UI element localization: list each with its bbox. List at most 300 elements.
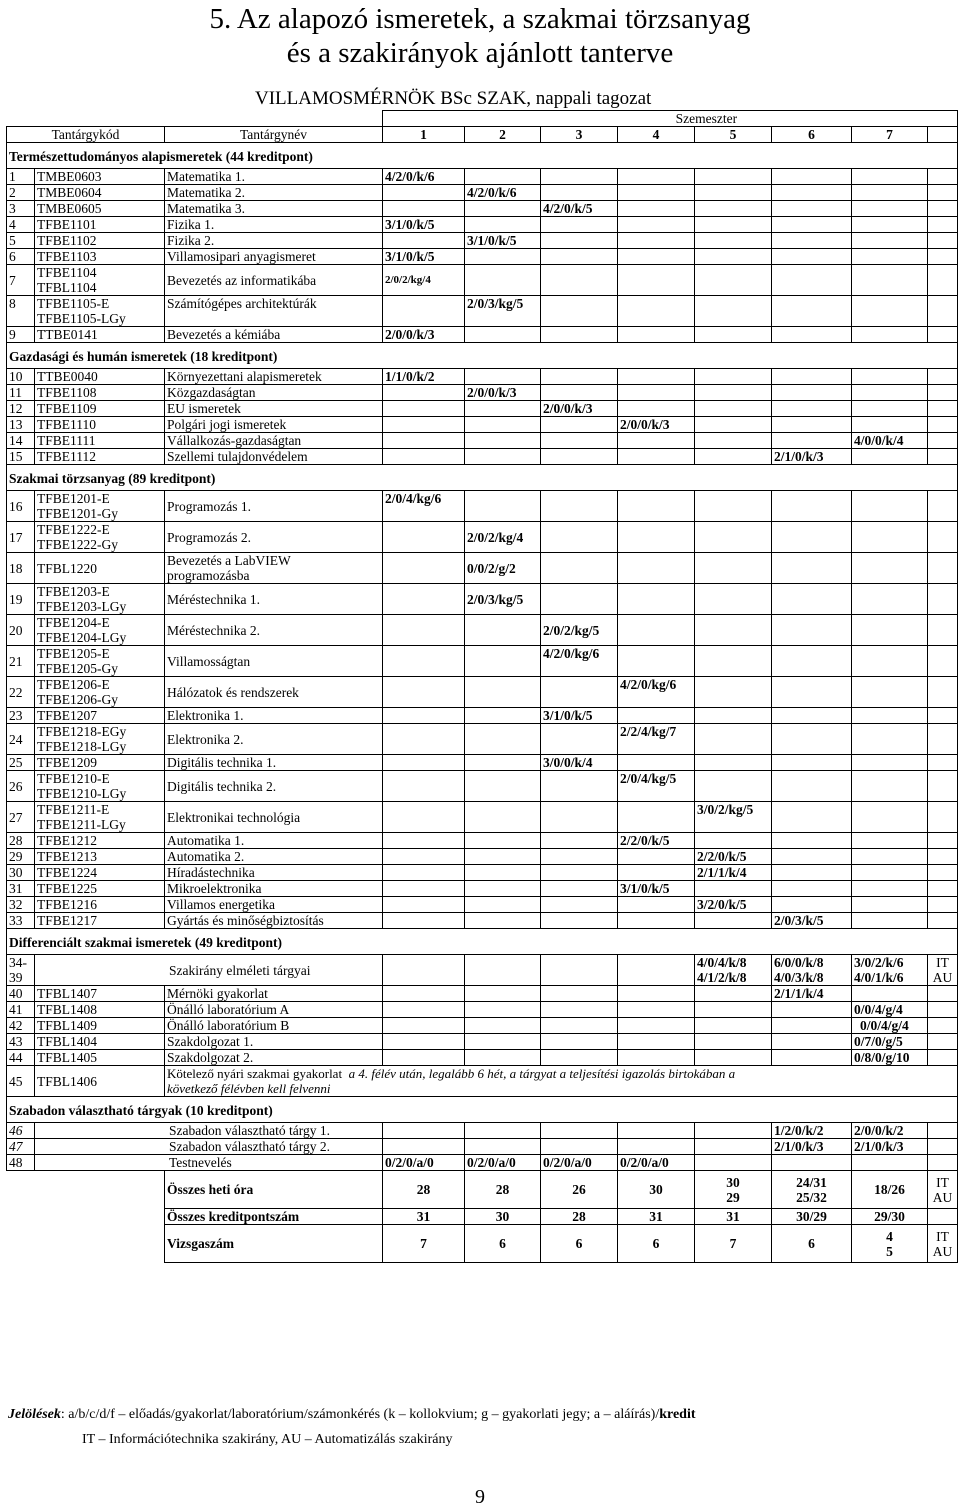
col-s1: 1 (383, 127, 465, 143)
table-cell (695, 1123, 772, 1139)
table-cell: 2/1/0/k/3 (772, 449, 852, 465)
cell-text: TFBE1210-E (37, 771, 110, 786)
table-cell (465, 755, 541, 771)
table-cell (465, 249, 541, 265)
totals-exams-row (7, 1225, 958, 1263)
table-row (7, 327, 958, 343)
table-row (7, 986, 958, 1002)
table-cell (618, 265, 695, 296)
table-cell (383, 802, 465, 833)
table-row (7, 249, 958, 265)
table-cell (695, 708, 772, 724)
table-cell: Szabadon választható tárgyak (10 kreditpont) (7, 1097, 958, 1123)
table-cell (35, 771, 165, 802)
table-cell: TFBE1112 (35, 449, 165, 465)
section-header (7, 143, 958, 169)
table-cell (35, 1209, 165, 1225)
table-cell (618, 584, 695, 615)
table-cell: 0/2/0/a/0 (618, 1155, 695, 1171)
table-cell: Szabadon választható tárgy 1. (35, 1123, 383, 1139)
table-cell (772, 385, 852, 401)
table-cell (928, 865, 958, 881)
table-cell: Környezettani alapismeretek (165, 369, 383, 385)
table-cell: 47 (7, 1139, 35, 1155)
page-number: 9 (475, 1486, 485, 1508)
table-cell: 48 (7, 1155, 35, 1171)
table-cell (618, 646, 695, 677)
table-cell (383, 913, 465, 929)
table-cell (618, 169, 695, 185)
table-row (7, 296, 958, 327)
table-cell (928, 1225, 958, 1263)
cell-text: IT (936, 1174, 949, 1190)
table-cell (383, 233, 465, 249)
table-cell (928, 615, 958, 646)
table-cell (541, 1139, 618, 1155)
table-cell: Önálló laboratórium B (165, 1018, 383, 1034)
table-cell: TFBE1108 (35, 385, 165, 401)
table-cell (541, 1002, 618, 1018)
table-cell (383, 1002, 465, 1018)
table-cell: 7 (383, 1225, 465, 1263)
table-cell: 2/1/0/k/3 (772, 1139, 852, 1155)
table-cell: Mérnöki gyakorlat (165, 986, 383, 1002)
table-cell (618, 327, 695, 343)
totals-hours-row (7, 1171, 958, 1209)
table-cell: 19 (7, 584, 35, 615)
table-cell: 2/0/3/kg/5 (465, 584, 541, 615)
table-cell (383, 955, 465, 986)
table-cell: 0/2/0/a/0 (541, 1155, 618, 1171)
table-cell (928, 327, 958, 343)
table-cell: Automatika 1. (165, 833, 383, 849)
table-cell: 2/2/4/kg/7 (618, 724, 695, 755)
table-cell: 28 (465, 1171, 541, 1209)
table-cell (541, 185, 618, 201)
table-cell: Digitális technika 1. (165, 755, 383, 771)
table-cell (383, 646, 465, 677)
table-cell (928, 955, 958, 986)
table-cell (618, 1034, 695, 1050)
table-cell (383, 881, 465, 897)
table-cell: 13 (7, 417, 35, 433)
legend: Jelölések: a/b/c/d/f – előadás/gyakorlat/laboratórium/számonkérés (k – kollokvium; g – gyakorlati jegy; a – aláírás)/kredit (8, 1407, 696, 1422)
table-row (7, 491, 958, 522)
table-cell (35, 724, 165, 755)
table-cell (541, 169, 618, 185)
table-cell (928, 233, 958, 249)
cell-text: 34- (9, 955, 27, 970)
table-cell: 3/1/0/k/5 (618, 881, 695, 897)
table-cell (695, 169, 772, 185)
table-cell (541, 897, 618, 913)
table-cell: Természettudományos alapismeretek (44 kreditpont) (7, 143, 958, 169)
table-cell: TFBE1102 (35, 233, 165, 249)
table-cell (852, 201, 928, 217)
table-row (7, 913, 958, 929)
table-cell: 28 (383, 1171, 465, 1209)
table-row (7, 369, 958, 385)
table-cell (852, 724, 928, 755)
table-cell (852, 233, 928, 249)
table-cell: 2/2/0/k/5 (618, 833, 695, 849)
cell-text: 30 (726, 1174, 740, 1190)
table-row (7, 865, 958, 881)
table-cell: 32 (7, 897, 35, 913)
col-name: Tantárgynév (165, 127, 383, 143)
table-cell (772, 1155, 852, 1171)
table-cell (772, 865, 852, 881)
cell-text: AU (932, 970, 953, 985)
table-cell (465, 646, 541, 677)
table-cell: TFBE1103 (35, 249, 165, 265)
table-cell: 2/2/0/k/5 (695, 849, 772, 865)
cell-text: TFBE1218-LGy (37, 739, 127, 754)
table-cell (541, 1018, 618, 1034)
table-cell: 14 (7, 433, 35, 449)
table-cell: Elektronikai technológia (165, 802, 383, 833)
table-cell (541, 449, 618, 465)
col-s4: 4 (618, 127, 695, 143)
table-cell: 25 (7, 755, 35, 771)
table-cell: TFBE1225 (35, 881, 165, 897)
table-cell (7, 955, 35, 986)
table-cell: TFBL1408 (35, 1002, 165, 1018)
table-row (7, 449, 958, 465)
table-cell (695, 296, 772, 327)
table-cell: 31 (695, 1209, 772, 1225)
table-cell (465, 1018, 541, 1034)
table-cell (465, 169, 541, 185)
table-cell (928, 755, 958, 771)
table-cell: 7 (695, 1225, 772, 1263)
table-cell (852, 865, 928, 881)
table-cell (383, 185, 465, 201)
table-cell (541, 986, 618, 1002)
table-cell (465, 865, 541, 881)
table-cell (383, 296, 465, 327)
table-cell (465, 771, 541, 802)
table-cell: TFBE1212 (35, 833, 165, 849)
table-cell (35, 1225, 165, 1263)
table-cell (618, 1050, 695, 1066)
column-header-row (7, 127, 958, 143)
table-cell: Programozás 2. (165, 522, 383, 553)
cell-text: 4/0/1/k/6 (854, 970, 904, 985)
table-row (7, 265, 958, 296)
table-cell: 2 (7, 185, 35, 201)
table-cell (695, 433, 772, 449)
table-cell (465, 1002, 541, 1018)
table-cell: 0/2/0/a/0 (383, 1155, 465, 1171)
table-cell: 45 (7, 1066, 35, 1097)
cell-text: TFBE1203-E (37, 584, 110, 599)
table-cell (772, 249, 852, 265)
table-cell: Fizika 1. (165, 217, 383, 233)
table-cell: 29/30 (852, 1209, 928, 1225)
table-cell (465, 881, 541, 897)
table-cell (928, 833, 958, 849)
table-row (7, 522, 958, 553)
table-cell (928, 491, 958, 522)
table-cell (695, 1171, 772, 1209)
table-cell: TFBL1407 (35, 986, 165, 1002)
table-cell: Villamosipari anyagismeret (165, 249, 383, 265)
table-cell (541, 724, 618, 755)
table-cell: 15 (7, 449, 35, 465)
table-cell: TFBE1207 (35, 708, 165, 724)
col-s2: 2 (465, 127, 541, 143)
table-cell (541, 1123, 618, 1139)
table-row (7, 217, 958, 233)
table-cell (383, 755, 465, 771)
table-cell (541, 491, 618, 522)
table-row (7, 385, 958, 401)
table-cell (928, 584, 958, 615)
table-cell (772, 1018, 852, 1034)
table-cell (772, 327, 852, 343)
table-row (7, 433, 958, 449)
section-header (7, 343, 958, 369)
table-cell (695, 1050, 772, 1066)
table-cell (618, 201, 695, 217)
table-cell (928, 1123, 958, 1139)
table-cell (541, 369, 618, 385)
table-cell: 30 (465, 1209, 541, 1225)
cell-text: 39 (9, 970, 23, 985)
table-cell: 17 (7, 522, 35, 553)
table-cell (695, 955, 772, 986)
table-cell (928, 677, 958, 708)
table-cell (772, 1050, 852, 1066)
table-cell: TFBE1217 (35, 913, 165, 929)
table-row (7, 771, 958, 802)
table-cell: 0/2/0/a/0 (465, 1155, 541, 1171)
table-cell (618, 433, 695, 449)
table-cell: Méréstechnika 2. (165, 615, 383, 646)
table-cell (541, 249, 618, 265)
table-cell (772, 708, 852, 724)
table-cell (541, 417, 618, 433)
col-s5: 5 (695, 127, 772, 143)
table-cell (35, 522, 165, 553)
table-cell (7, 1225, 35, 1263)
cell-text: IT (936, 955, 949, 970)
table-cell (465, 201, 541, 217)
table-cell (383, 584, 465, 615)
table-cell (618, 449, 695, 465)
table-cell (7, 1171, 35, 1209)
col-s7: 7 (852, 127, 928, 143)
table-cell (772, 265, 852, 296)
table-cell: TFBL1409 (35, 1018, 165, 1034)
cell-text: TFBE1201-Gy (37, 506, 118, 521)
table-cell (618, 491, 695, 522)
table-cell (541, 553, 618, 584)
table-cell (852, 401, 928, 417)
table-cell (695, 1139, 772, 1155)
table-cell: TFBE1110 (35, 417, 165, 433)
table-cell (928, 553, 958, 584)
table-cell (541, 433, 618, 449)
table-cell (383, 615, 465, 646)
table-cell: Bevezetés az informatikába (165, 265, 383, 296)
table-cell: 43 (7, 1034, 35, 1050)
table-cell (541, 677, 618, 708)
table-cell: 3/0/2/kg/5 (695, 802, 772, 833)
table-cell (852, 913, 928, 929)
cell-text: TFBE1204-E (37, 615, 110, 630)
cell-text: TFBE1218-EGy (37, 724, 127, 739)
table-row (7, 401, 958, 417)
table-cell (695, 913, 772, 929)
table-cell (772, 433, 852, 449)
table-cell (383, 865, 465, 881)
table-cell: Számítógépes architektúrák (165, 296, 383, 327)
table-cell (772, 185, 852, 201)
cell-text: TFBE1105-E (37, 296, 110, 311)
table-cell (928, 369, 958, 385)
table-cell (695, 265, 772, 296)
table-cell (852, 249, 928, 265)
table-cell: Testnevelés (35, 1155, 383, 1171)
table-cell: Gazdasági és humán ismeretek (18 kreditpont) (7, 343, 958, 369)
table-cell (618, 897, 695, 913)
table-cell: 18 (7, 553, 35, 584)
table-cell: Mikroelektronika (165, 881, 383, 897)
table-cell (383, 201, 465, 217)
table-cell: 2/1/1/k/4 (772, 986, 852, 1002)
table-cell (465, 217, 541, 233)
table-cell: TFBL1405 (35, 1050, 165, 1066)
table-cell (541, 1050, 618, 1066)
table-cell (465, 897, 541, 913)
table-cell (695, 185, 772, 201)
table-cell (772, 233, 852, 249)
table-cell (465, 986, 541, 1002)
table-cell: TFBL1406 (35, 1066, 165, 1097)
table-cell: 0/8/0/g/10 (852, 1050, 882, 1066)
table-cell: Differenciált szakmai ismeretek (49 kreditpont) (7, 929, 958, 955)
table-cell: 3/1/0/k/5 (465, 233, 541, 249)
cell-text: Kötelező nyári szakmai gyakorlat (167, 1066, 343, 1081)
table-cell (383, 771, 465, 802)
table-cell (618, 185, 695, 201)
table-cell (928, 1139, 958, 1155)
cell-text: TFBE1211-LGy (37, 817, 126, 832)
table-cell: Összes heti óra (165, 1171, 383, 1209)
table-cell: 30/29 (772, 1209, 852, 1225)
table-cell (541, 955, 618, 986)
table-row (7, 1034, 958, 1050)
table-cell: 4 (7, 217, 35, 233)
table-cell: 0/0/4/g/4 (852, 1002, 928, 1018)
table-cell (772, 522, 852, 553)
table-cell: Szakdolgozat 2. (165, 1050, 383, 1066)
table-row (7, 755, 958, 771)
table-cell: 16 (7, 491, 35, 522)
table-cell (618, 955, 695, 986)
table-cell: Matematika 1. (165, 169, 383, 185)
cell-text: 4/0/3/k/8 (774, 970, 824, 985)
table-cell: TFBE1209 (35, 755, 165, 771)
table-row (7, 169, 958, 185)
table-cell (852, 417, 928, 433)
table-cell (618, 369, 695, 385)
table-cell (618, 217, 695, 233)
table-cell (695, 1155, 772, 1171)
table-row (7, 897, 958, 913)
table-cell (772, 849, 852, 865)
table-cell (852, 755, 928, 771)
table-cell (695, 553, 772, 584)
table-cell (35, 615, 165, 646)
table-cell (383, 401, 465, 417)
table-cell (772, 677, 852, 708)
table-cell (165, 553, 383, 584)
table-cell (772, 217, 852, 233)
table-cell: TFBE1213 (35, 849, 165, 865)
table-cell: 11 (7, 385, 35, 401)
table-cell (772, 169, 852, 185)
table-cell: 2/0/0/k/3 (618, 417, 695, 433)
table-cell (695, 385, 772, 401)
table-cell (772, 417, 852, 433)
table-cell (695, 584, 772, 615)
semester-header-row (7, 111, 958, 127)
table-cell: 1/1/0/k/2 (383, 369, 465, 385)
table-cell (383, 1050, 465, 1066)
table-cell (852, 897, 928, 913)
table-cell: 3/2/0/k/5 (695, 897, 772, 913)
table-cell: 6 (7, 249, 35, 265)
table-cell: TMBE0603 (35, 169, 165, 185)
table-row (7, 1139, 958, 1155)
table-cell: 28 (7, 833, 35, 849)
table-cell: Hálózatok és rendszerek (165, 677, 383, 708)
table-cell: Villamos energetika (165, 897, 383, 913)
table-cell (465, 913, 541, 929)
table-cell (852, 1225, 928, 1263)
table-cell: 2/0/0/k/3 (465, 385, 541, 401)
table-cell (35, 584, 165, 615)
table-cell (695, 677, 772, 708)
table-cell: 41 (7, 1002, 35, 1018)
table-cell (772, 881, 852, 897)
table-cell (695, 401, 772, 417)
cell-text: 4/1/2/k/8 (697, 970, 747, 985)
table-cell: Elektronika 2. (165, 724, 383, 755)
table-cell: Programozás 1. (165, 491, 383, 522)
table-cell: Matematika 3. (165, 201, 383, 217)
table-cell (852, 369, 928, 385)
table-row (7, 646, 958, 677)
table-cell (928, 802, 958, 833)
table-cell (465, 955, 541, 986)
totals-credits-row (7, 1209, 958, 1225)
table-cell (852, 522, 928, 553)
cell-text: következő félévben kell felvenni (167, 1081, 331, 1096)
table-cell (852, 646, 928, 677)
legend-specializations: IT – Információtechnika szakirány, AU – Automatizálás szakirány (82, 1432, 453, 1447)
curriculum-table (6, 110, 958, 1263)
table-cell: TTBE0141 (35, 327, 165, 343)
table-cell (465, 833, 541, 849)
table-cell (772, 1002, 852, 1018)
table-cell (541, 849, 618, 865)
table-cell (695, 249, 772, 265)
table-cell (772, 491, 852, 522)
